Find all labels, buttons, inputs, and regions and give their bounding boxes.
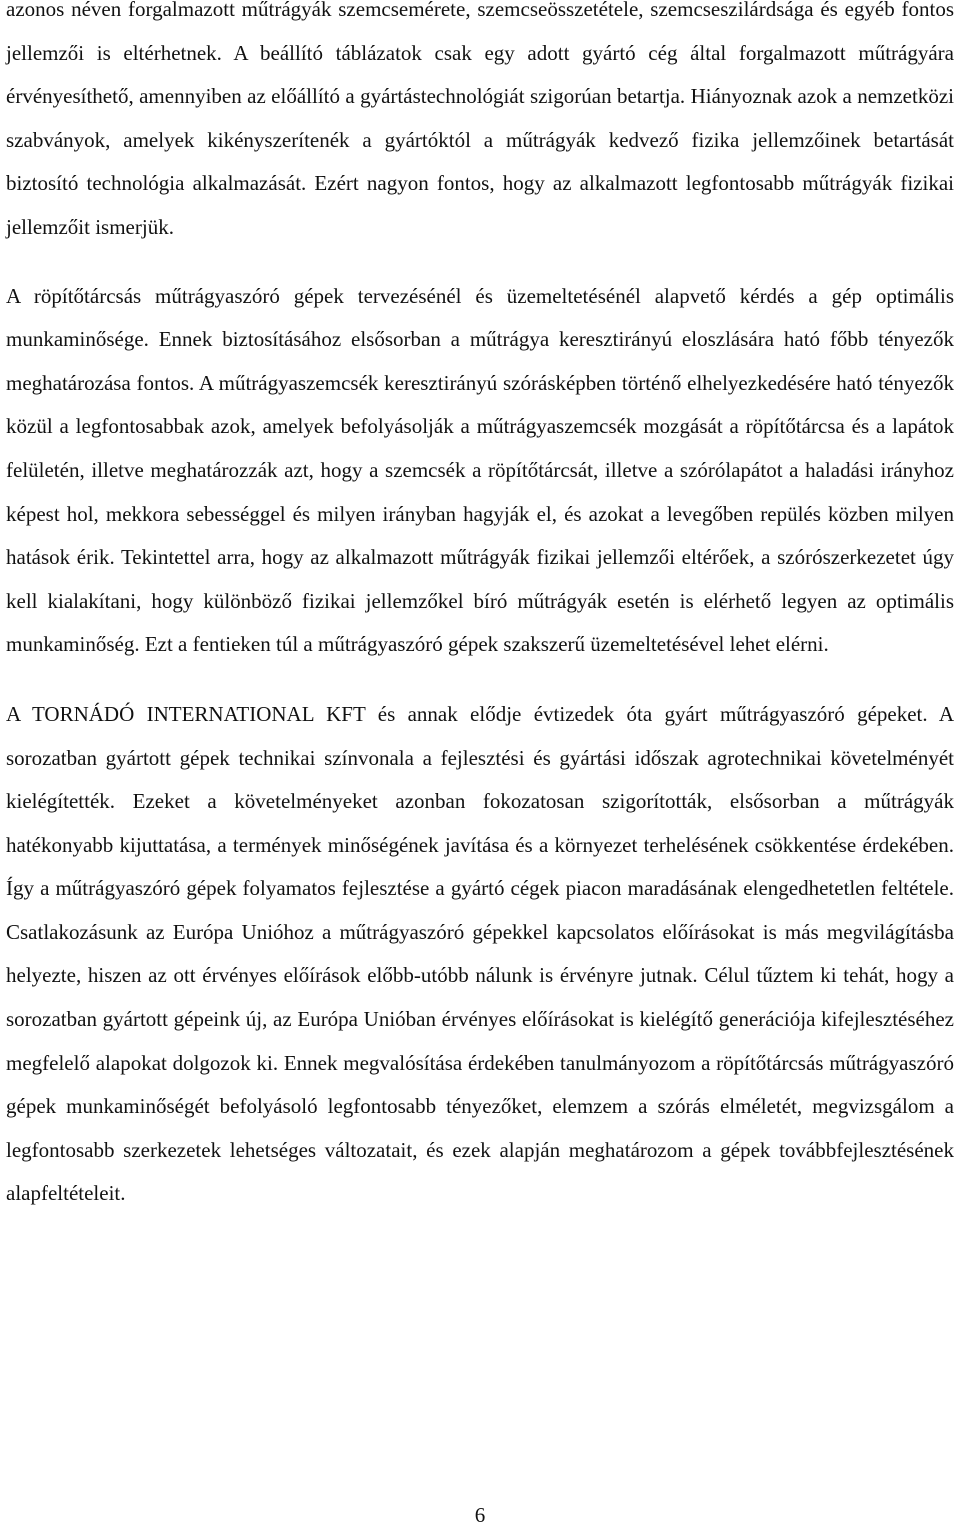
body-paragraph-2: A röpítőtárcsás műtrágyaszóró gépek tervezésénél és üzemeltetésénél alapvető kérdés a gép optimális munkaminősége. Ennek biztosításához elsősorban a műtrágya keresztirányú eloszlására ható főbb tényezők meghatározása fontos. A műtrágyaszemcsék keresztirányú szórásképben történő elhelyezkedésére ható tényezők közül a legfontosabbak azok, amelyek befolyásolják a műtrágyaszemcsék mozgását a röpítőtárcsa és a lapátok felületén, illetve meghatározzák azt, hogy a szemcsék a röpítőtárcsát, illetve a szórólapátot a haladási irányhoz képest hol, mekkora sebességgel és milyen irányban hagyják el, és azokat a levegőben repülés közben milyen hatások érik. Tekintettel arra, hogy az alkalmazott műtrágyák fizikai jellemzői eltérőek, a szórószerkezetet úgy kell kialakítani, hogy különböző fizikai jellemzőkel bíró műtrágyák esetén is elérhető legyen az optimális munkaminőség. Ezt a fentieken túl a műtrágyaszóró gépek szakszerű üzemeltetésével lehet elérni. [6,283,954,657]
page-number: 6 [474,1503,486,1527]
body-paragraph-1: azonos néven forgalmazott műtrágyák szemcseméretе, szemcseösszetétele, szemcseszilárdsága és egyéb fontos jellemzői is eltérhetnek. A beállító táblázatok csak egy adott gyártó cég által forgalmazott műtrágyára érvényesíthető, amennyiben az előállító a gyártástechnológiát szigorúan betartja. Hiányoznak azok a nemzetközi szabványok, amelyek kikényszerítenék a gyártóktól a műtrágyák kedvező fizika jellemzőinek betartását biztosító technológia alkalmazását. Ezért nagyon fontos, hogy az alkalmazott legfontosabb műtrágyák fizikai jellemzőit ismerjük. [6,0,954,239]
document-page [6,0,954,1216]
body-paragraph-3: A TORNÁDÓ INTERNATIONAL KFT és annak elődje évtizedek óta gyárt műtrágyaszóró gépeket. A sorozatban gyártott gépek technikai színvonala a fejlesztési és gyártási időszak agrotechnikai követelményét kielégítették. Ezeket a követelményeket azonban fokozatosan szigorították, elsősorban a műtrágyák hatékonyabb kijuttatása, a termények minőségének javítása és a környezet terhelésének csökkentése érdekében. Így a műtrágyaszóró gépek folyamatos fejlesztése a gyártó cégek piacon maradásának elengedhetetlen feltétele. Csatlakozásunk az Európa Unióhoz a műtrágyaszóró gépekkel kapcsolatos előírásokat is más megvilágításba helyezte, hiszen az ott érvényes előírások előbb-utóbb nálunk is érvényre jutnak. Célul tűztem ki tehát, hogy a sorozatban gyártott gépeink új, az Európa Unióban érvényes előírásokat is kielégítő generációja kifejlesztéséhez megfelelő alapokat dolgozok ki. Ennek megvalósítása érdekében tanulmányozom a röpítőtárcsás műtrágyaszóró gépek munkaminőségét befolyásoló legfontosabb tényezőket, elemzem a szórás elméletét, megvizsgálom a legfontosabb szerkezetek lehetséges változatait, és ezek alapján meghatározom a gépek továbbfejlesztésének alapfeltételeit. [6,701,954,1206]
